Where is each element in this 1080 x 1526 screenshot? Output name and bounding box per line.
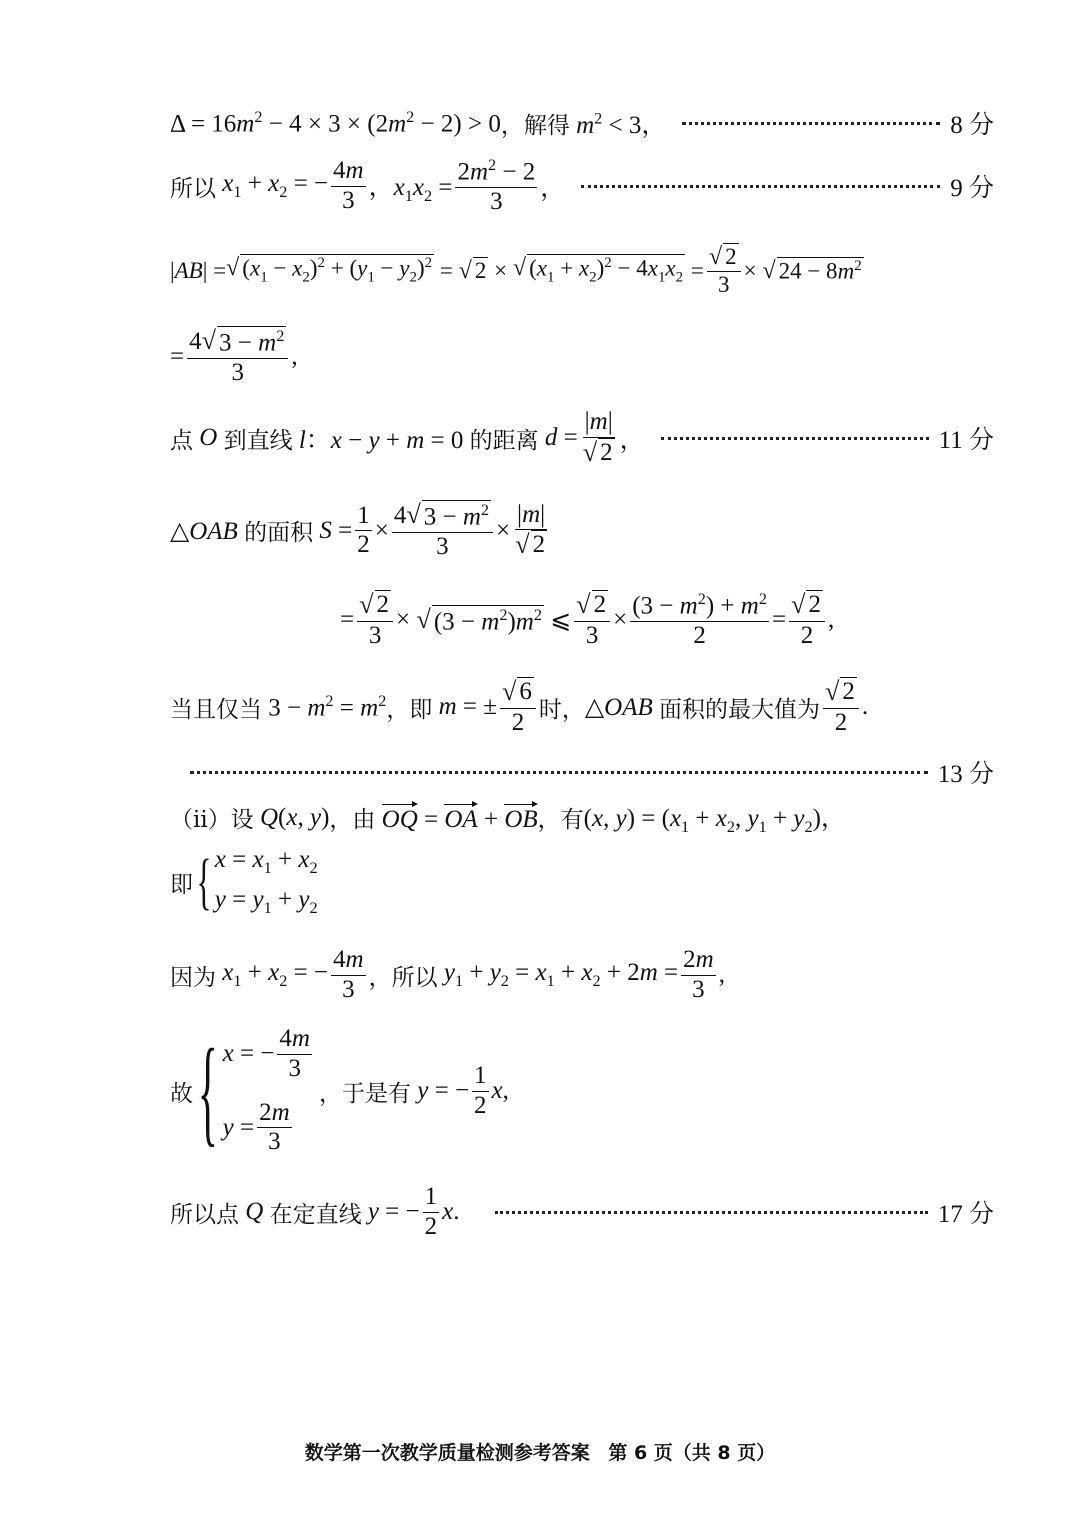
solution-text: 面积的最大值为 bbox=[659, 696, 820, 722]
fraction: $\frac{2m}{3}$ bbox=[683, 946, 714, 1003]
solution-text: ，于是有 bbox=[318, 1080, 411, 1106]
solution-text: 在定直线 bbox=[269, 1201, 362, 1227]
footer-title: 数学第一次教学质量检测参考答案 bbox=[304, 1442, 590, 1464]
sqrt-expression: √ $(x_1 + x_2)^2 - 4x_1x_2$ bbox=[512, 254, 684, 286]
brace-symbol: { bbox=[196, 848, 212, 916]
fraction: √ 2 2 bbox=[823, 677, 859, 738]
fraction: $\frac{1}{2}$ bbox=[424, 1183, 438, 1240]
formula-result: $m^2 < 3$， bbox=[576, 109, 667, 139]
solution-text: 故 bbox=[170, 1080, 193, 1106]
solution-line-3: |AB| = √ $(x_1 - x_2)^2 + (y_1 - y_2)^2$ = √ 2 × √ $(x_1 + x_2)^2 - 4x_1x_2$ = √ 2 3 × √ $24 - 8m^2$ bbox=[170, 243, 862, 297]
fraction: $\frac{2m^2 - 2}{3}$ bbox=[457, 156, 536, 216]
solution-line-8: 当且仅当 $3 - m^2 = m^2$ ，即 m = ± √ 6 2 时， △OAB 面积的最大值为 √ 2 2 . bbox=[170, 677, 869, 736]
score-label: 8 分 bbox=[950, 112, 994, 139]
solution-line-5: 点 O 到直线 l：x − y + m = 0 的距离 d = |m| √ 2 ， 11 分 bbox=[170, 408, 994, 467]
solution-line-4: = 4 √ $3 - m^2$ 3 , bbox=[170, 326, 298, 387]
solution-line-6: △OAB 的面积 S = $\frac{1}{2}$ × 4 √ $3 - m^2$ 3 × |m| √ 2 bbox=[170, 500, 994, 562]
solution-text: ，解得 bbox=[500, 112, 570, 138]
fraction: |m| √ 2 bbox=[582, 408, 613, 467]
fraction: $\frac{1}{2}$ bbox=[357, 501, 370, 559]
dot-leader bbox=[495, 1211, 927, 1214]
dot-leader bbox=[682, 122, 940, 125]
solution-text: 所以 bbox=[170, 175, 216, 201]
fraction: 4 √ $3 - m^2$ 3 bbox=[392, 500, 493, 562]
solution-text: ，所以 bbox=[368, 964, 438, 990]
score-label: 11 分 bbox=[938, 427, 994, 455]
footer-page-number: 第 6 页（共 8 页） bbox=[608, 1442, 776, 1464]
dot-leader bbox=[190, 771, 928, 774]
solution-text: 当且仅当 bbox=[170, 696, 262, 722]
sqrt-expression: √ $(3 - m^2)m^2$ bbox=[416, 604, 542, 636]
solution-line-14: 所以点 Q 在定直线 y = − $\frac{1}{2}$ x. 17 分 bbox=[170, 1183, 994, 1240]
solution-text: 的面积 bbox=[244, 520, 314, 546]
score-label: 13 分 bbox=[937, 761, 994, 788]
solution-line-9 bbox=[190, 754, 994, 790]
fraction: √ 2 3 bbox=[357, 590, 393, 651]
formula-discriminant: $\Delta = 16m^2 - 4 \times 3 \times (2m^2 - 2) > 0$ bbox=[170, 107, 501, 138]
solution-text: ，即 bbox=[386, 696, 433, 722]
solution-text: 因为 bbox=[170, 964, 216, 990]
sqrt-expression: √ $(x_1 - x_2)^2 + (y_1 - y_2)^2$ bbox=[226, 254, 433, 286]
equation-system: $x = x_1 + x_2$ $y = y_1 + y_2$ bbox=[214, 846, 318, 917]
page-footer bbox=[0, 1438, 1080, 1465]
solution-line-2: 所以 $x_1 + x_2$ = − $\frac{4m}{3}$ ，$x_1x_2$ = $\frac{2m^2 - 2}{3}$ ， 9 分 bbox=[170, 156, 994, 216]
solution-line-13: 故 { x = − $\frac{4m}{3}$ y = $\frac{2m}{3}$ ，于是有 y = − $\frac{1}{2}$ x, bbox=[170, 1024, 509, 1157]
dot-leader bbox=[661, 437, 929, 440]
fraction: 4 √ $3 - m^2$ 3 bbox=[187, 326, 288, 388]
formula-chord-length: |AB| = bbox=[170, 257, 227, 283]
solution-text: 所以点 bbox=[170, 1201, 239, 1227]
solution-text: （ⅱ）设 bbox=[170, 807, 254, 832]
fraction: √ 2 3 bbox=[574, 590, 610, 651]
fraction: $\frac{4m}{3}$ bbox=[333, 946, 364, 1003]
fraction: √ 6 2 bbox=[500, 677, 536, 738]
solution-line-11 bbox=[170, 846, 994, 918]
solution-line-12: 因为 $x_1 + x_2$ = − $\frac{4m}{3}$ ，所以 $y_1 + y_2 = x_1 + x_2 + 2m$ = $\frac{2m}{3}$ , bbox=[170, 946, 725, 1003]
solution-text: ，有 bbox=[537, 807, 584, 832]
fraction: √ 2 3 bbox=[707, 243, 741, 298]
solution-text: 点 bbox=[170, 427, 193, 453]
solution-text: 即 bbox=[170, 871, 193, 897]
sqrt-expression: √ $24 - 8m^2$ bbox=[762, 256, 862, 284]
fraction: √ 2 2 bbox=[789, 590, 825, 651]
formula-product: ，$x_1x_2$ = bbox=[368, 173, 453, 205]
sqrt-expression: √ 2 bbox=[458, 256, 487, 284]
solution-text: 的距离 bbox=[469, 427, 539, 453]
score-label: 17 分 bbox=[937, 1201, 994, 1229]
solution-line-7: = √ 2 3 × √ $(3 - m^2)m^2$ ⩽ √ 2 3 × $\frac{(3 - m^2) + m^2}{2}$ = √ 2 2 , bbox=[340, 590, 835, 650]
fraction: $\frac{(3 - m^2) + m^2}{2}$ bbox=[632, 590, 767, 650]
brace-symbol: { bbox=[197, 1024, 218, 1157]
solution-text: ，由 bbox=[329, 807, 376, 832]
fraction: $\frac{4m}{3}$ bbox=[333, 157, 364, 214]
solution-text: 到直线 bbox=[223, 427, 293, 453]
equation-system: x = − $\frac{4m}{3}$ y = $\frac{2m}{3}$ bbox=[222, 1025, 310, 1156]
formula-sum: $x_1 + x_2$ = − bbox=[222, 170, 329, 202]
dot-leader bbox=[581, 185, 940, 188]
solution-line-10: （ⅱ）设 Q(x, y) ，由 OQ = OA + OB ，有 (x, $y) = (x_1 + x_2$, $y_1 + y_2$)， bbox=[170, 798, 994, 837]
fraction: $\frac{1}{2}$ bbox=[474, 1061, 487, 1119]
solution-line-1 bbox=[170, 105, 994, 141]
score-label: 9 分 bbox=[950, 175, 994, 203]
solution-text: 时， bbox=[538, 696, 585, 722]
fraction: |m| √ 2 bbox=[515, 500, 546, 560]
